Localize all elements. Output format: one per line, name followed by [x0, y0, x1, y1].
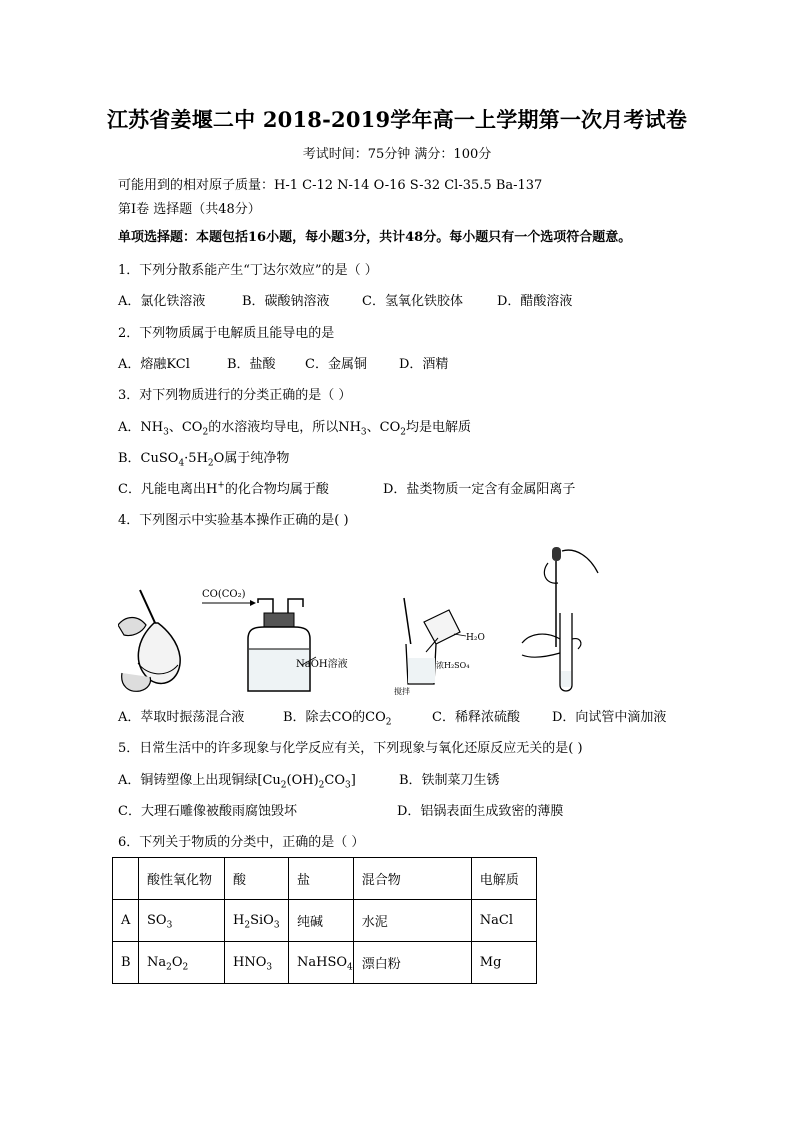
- table-row: [113, 942, 537, 984]
- q3-option-a: A．$NH_3$、$CO_2$的水溶液均导电，所以$NH_3$、$CO_2$均是电解质: [118, 420, 471, 438]
- q5-option-c: C．大理石雕像被酸雨腐蚀毁坏: [118, 804, 297, 819]
- table-row-label: B: [113, 942, 139, 984]
- table-header-cell: 酸: [225, 858, 289, 900]
- table-row-label: A: [113, 900, 139, 942]
- table-cell: 水泥: [353, 900, 471, 942]
- q1-option-a: A．氯化铁溶液: [118, 294, 206, 309]
- q4-option-d: D．向试管中滴加液: [552, 710, 667, 725]
- table-header-cell: 电解质: [471, 858, 536, 900]
- figure-c-diluting-acid: [394, 592, 494, 697]
- q4-option-a: A．萃取时振荡混合液: [118, 710, 245, 725]
- exam-info: 考试时间：75分钟 满分：100分: [302, 147, 492, 162]
- table-header-cell: 酸性氧化物: [139, 858, 225, 900]
- table-header-cell: 混合物: [353, 858, 471, 900]
- q4-option-c: C．稀释浓硫酸: [432, 710, 520, 725]
- q1-option-d: D．醋酸溶液: [497, 294, 573, 309]
- q6-classification-table: [112, 857, 537, 984]
- exam-title: 江苏省姜堰二中 2018-2019学年高一上学期第一次月考试卷: [106, 107, 688, 132]
- table-header-row: [113, 858, 537, 900]
- q5-option-d: D．铝锅表面生成致密的薄膜: [397, 804, 564, 819]
- q2-option-b: B．盐酸: [227, 357, 276, 372]
- table-cell: $SO_3$: [139, 900, 225, 942]
- q4-option-b: B．除去CO的$CO_2$: [283, 710, 392, 728]
- table-cell: $Na_2O_2$: [139, 942, 225, 984]
- q5-option-a: A．铜铸塑像上出现铜绿$[Cu_2(OH)_2CO_3]$: [118, 773, 356, 791]
- figure-b-label-naoh: NaOH溶液: [296, 659, 348, 670]
- atomic-masses: 可能用到的相对原子质量：H-1 C-12 N-14 O-16 S-32 Cl-35.5 Ba-137: [118, 178, 543, 193]
- q5-option-b: B．铁制菜刀生锈: [399, 773, 500, 788]
- q4-stem: 4．下列图示中实验基本操作正确的是( ): [118, 513, 349, 528]
- figure-c-label-stir: 搅拌: [394, 687, 410, 696]
- table-cell: $HNO_3$: [225, 942, 289, 984]
- q3-option-d: D．盐类物质一定含有金属阳离子: [383, 482, 576, 497]
- q3-option-c: C．凡能电离出H+的化合物均属于酸: [118, 480, 329, 497]
- figure-b-gas-washing-bottle: [198, 587, 358, 697]
- q2-option-a: A．熔融KCl: [118, 357, 190, 372]
- q6-stem: 6．下列关于物质的分类中，正确的是（ ）: [118, 835, 365, 850]
- table-cell: NaHSO$_4$: [289, 942, 354, 984]
- figure-a-separatory-funnel: [118, 585, 190, 695]
- figure-c-label-h2so4: 浓H₂SO₄: [436, 661, 470, 670]
- q2-option-d: D．酒精: [399, 357, 449, 372]
- table-cell: Mg: [471, 942, 536, 984]
- q1-option-c: C．氢氧化铁胶体: [362, 294, 463, 309]
- q1-option-b: B．碳酸钠溶液: [242, 294, 330, 309]
- table-cell: 纯碱: [289, 900, 354, 942]
- q2-option-c: C．金属铜: [305, 357, 367, 372]
- figure-d-dropper-test-tube: [518, 543, 608, 695]
- q5-stem: 5．日常生活中的许多现象与化学反应有关，下列现象与氧化还原反应无关的是( ): [118, 741, 583, 756]
- part-heading: 第Ⅰ卷 选择题（共48分）: [118, 202, 261, 217]
- table-cell: $H_2SiO_3$: [225, 900, 289, 942]
- q3-option-b: B．$CuSO_4\cdot 5H_2O$属于纯净物: [118, 451, 290, 469]
- q1-stem: 1．下列分散系能产生“丁达尔效应”的是（ ）: [118, 263, 378, 278]
- figure-c-label-h2o: H₂O: [466, 633, 485, 643]
- instruction: 单项选择题：本题包括16小题，每小题3分，共计48分。每小题只有一个选项符合题意。: [118, 230, 632, 245]
- q3-stem: 3．对下列物质进行的分类正确的是（ ）: [118, 388, 352, 403]
- table-cell: NaCl: [471, 900, 536, 942]
- table-header-cell: 盐: [289, 858, 354, 900]
- table-cell: 漂白粉: [353, 942, 471, 984]
- table-header-cell: [113, 858, 139, 900]
- figure-b-label-co: CO(CO₂): [202, 589, 246, 600]
- table-row: [113, 900, 537, 942]
- q2-stem: 2．下列物质属于电解质且能导电的是: [118, 326, 335, 341]
